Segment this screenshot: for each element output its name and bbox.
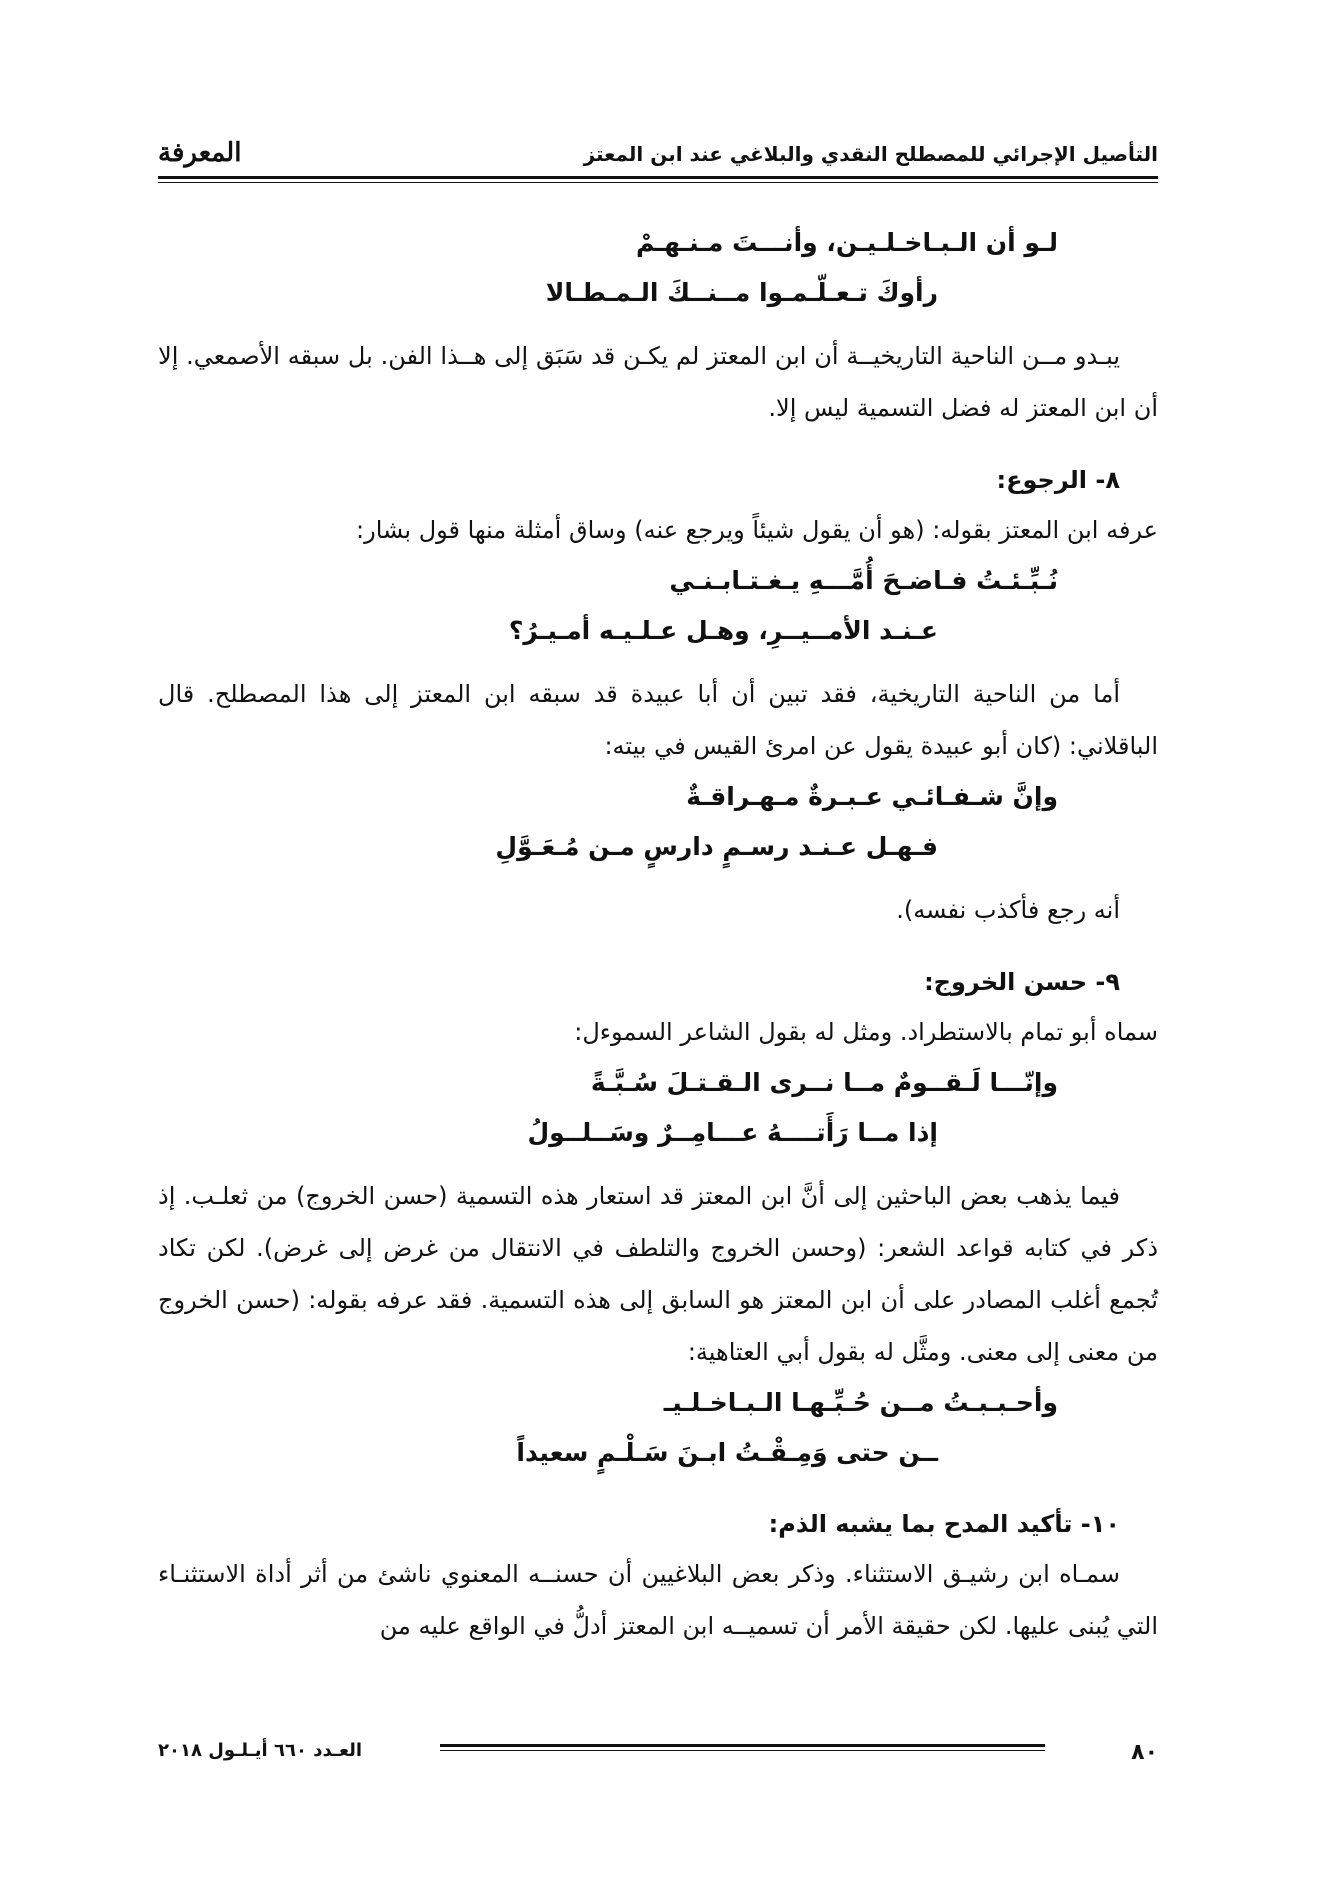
verse-line: لـو أن الـبـاخـلـيـن، وأنـــتَ مـنـهـمْ bbox=[635, 228, 1058, 257]
verse-line: إذا مــا رَأَتــــهُ عـــامِــرٌ وسَــلــولُ bbox=[527, 1118, 938, 1147]
verse-line: رأوكَ تـعـلّـمـوا مــنــكَ الـمـطـالا bbox=[545, 278, 938, 307]
verse-line: وأحـبـبـتُ مــن حُـبِّـهـا الـبـاخـلـيـ bbox=[663, 1388, 1058, 1417]
paragraph: عرفه ابن المعتز بقوله: (هو أن يقول شيئاً ويرجع عنه) وساق أمثلة منها قول بشار: bbox=[356, 516, 1158, 544]
header-rule-thin bbox=[158, 182, 1158, 183]
running-title: التأصيل الإجرائي للمصطلح النقدي والبلاغي عند ابن المعتز bbox=[583, 142, 1158, 166]
paragraph: أما من الناحية التاريخية، فقد تبين أن أبا عبيدة قد سبقه ابن المعتز إلى هذا المصطلح. قال الباقلاني: (كان أبو عبيدة يقول عن امرئ القيس في بيته: bbox=[158, 680, 1158, 760]
verse-line: وإنّـــا لَـقــومٌ مــا نــرى الـقـتـلَ سُـبَّـةً bbox=[590, 1068, 1058, 1097]
paragraph: سمـاه ابن رشيـق الاستثناء. وذكر بعض البلاغيين أن حسنــه المعنوي ناشئ من أثر أداة الاستثنـاء التي يُبنى عليها. لكن حقيقة الأمر أن تسميــه ابن المعتز أدلُّ في الواقع عليه من bbox=[158, 1560, 1158, 1640]
verse-line: فـهـل عـنـد رسـمٍ دارسٍ مـن مُـعَـوَّلِ bbox=[495, 832, 938, 861]
section-heading: ٨- الرجوع: bbox=[996, 466, 1120, 494]
body-text bbox=[158, 218, 1158, 1652]
paragraph: سماه أبو تمام بالاستطراد. ومثل له بقول الشاعر السموءل: bbox=[574, 1018, 1158, 1046]
verse-line: وإنَّ شـفـائـي عـبـرةٌ مـهـراقـةٌ bbox=[686, 782, 1058, 811]
section-heading: ٩- حسن الخروج: bbox=[924, 968, 1120, 996]
paragraph: فيما يذهب بعض الباحثين إلى أنَّ ابن المعتز قد استعار هذه التسمية (حسن الخروج) من ثعلـب. إذ ذكر في كتابه قواعد الشعر: (وحسن الخروج والتلطف في الانتقال من غرض إلى غرض). لكن تكاد تُجمع أغلب المصادر على أن ابن المعتز هو السابق إلى هذه التسمية. فقد عرفه بقوله: (حسن الخروج من معنى إلى معنى. ومثَّل له بقول أبي العتاهية: bbox=[158, 1182, 1158, 1366]
verse-line: نُـبِّـئـتُ فـاضـحَ أُمَّـــهِ يـغـتـابـنـي bbox=[669, 566, 1058, 595]
paragraph: أنه رجع فأكذب نفسه). bbox=[896, 896, 1120, 924]
verse-line: عـنـد الأمــيــرِ، وهـل عـلـيـه أمـيـرُ؟ bbox=[508, 616, 938, 645]
section-heading: ١٠- تأكيد المدح بما يشبه الذم: bbox=[768, 1510, 1120, 1538]
journal-logo: المعرفة bbox=[158, 138, 242, 168]
page-footer bbox=[158, 1732, 1158, 1772]
header-rule bbox=[158, 176, 1158, 179]
page-number: ٨٠ bbox=[1131, 1740, 1158, 1765]
paragraph: يبـدو مــن الناحية التاريخيــة أن ابن المعتز لم يكـن قد سَبَق إلى هــذا الفن. بل سبقه الأصمعي. إلا أن ابن المعتز له فضل التسمية ليس إلا. bbox=[158, 342, 1158, 422]
verse-line: ــن حتى وَمِـقْـتُ ابـنَ سَـلْـمٍ سعيداً bbox=[516, 1438, 938, 1467]
page-header bbox=[158, 132, 1158, 172]
issue-info: العـدد ٦٦٠ أيـلـول ٢٠١٨ bbox=[158, 1740, 363, 1761]
